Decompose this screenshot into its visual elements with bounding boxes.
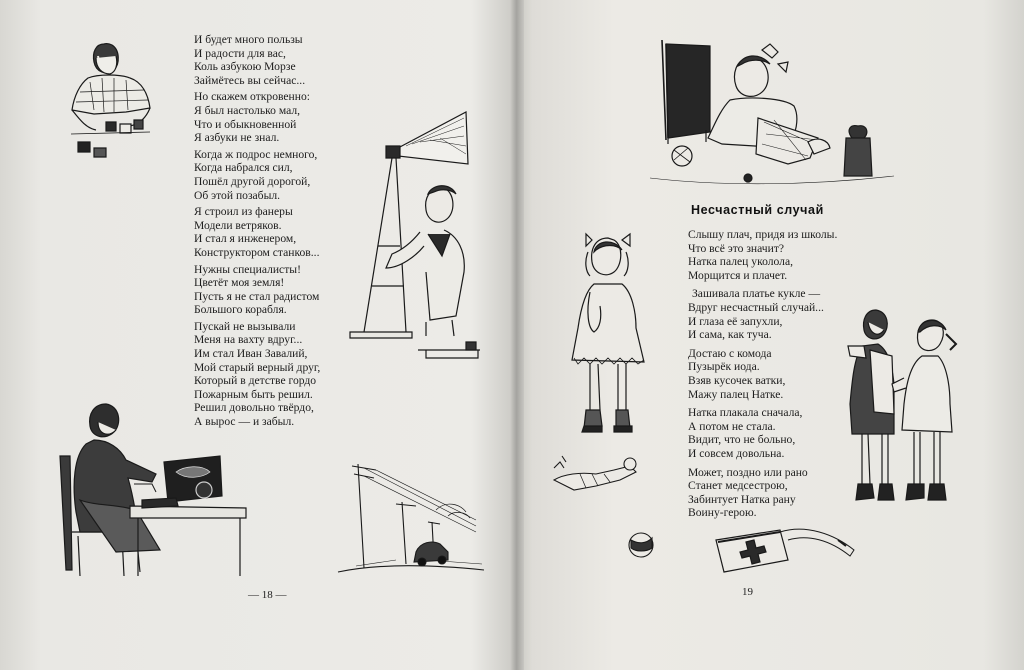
- stanza: [194, 33, 320, 87]
- poem-line: Который в детстве гордо: [194, 374, 317, 388]
- poem-line: Может, поздно или рано: [688, 465, 808, 479]
- two-girls-illustration: [848, 304, 960, 510]
- poem-line: Об этой позабыл.: [194, 188, 281, 202]
- poem-line: Пускай не вызывали: [194, 319, 296, 333]
- poem-line: Займётесь вы сейчас...: [194, 73, 306, 87]
- poem-line: Мой старый верный друг,: [194, 360, 321, 374]
- poem-line: Пожарным быть решил.: [194, 387, 313, 401]
- poem-line: Что и обыкновенной: [194, 117, 297, 131]
- poem-line: Пусть я не стал радистом: [194, 289, 320, 303]
- poem-line: Натка палец уколола,: [688, 255, 794, 269]
- boy-with-blocks-illustration: [66, 38, 156, 168]
- poem-line: Натка плакала сначала,: [688, 406, 803, 420]
- poem-line: Зашивала платье кукле —: [692, 287, 821, 301]
- stanza: [194, 90, 320, 144]
- poem-line: Большого корабля.: [194, 303, 287, 317]
- poem-line: Воину-герою.: [688, 506, 757, 520]
- stanza: [688, 287, 837, 341]
- poem-line: Нужны специалисты!: [194, 262, 301, 276]
- girl-with-doll-illustration: [638, 40, 900, 190]
- poem-line: Забинтует Натка рану: [688, 492, 796, 506]
- poem-title: Несчастный случай: [691, 203, 824, 217]
- poem-line: Когда набрался сил,: [194, 161, 293, 175]
- crying-girl-illustration: [570, 232, 650, 448]
- poem-line: И сама, как туча.: [688, 328, 772, 342]
- stanza: [688, 466, 837, 520]
- poem-line: И глаза её запухли,: [688, 314, 783, 328]
- left-poem: [194, 33, 320, 429]
- stanza: [194, 263, 320, 317]
- poem-line: Меня на вахту вдруг...: [194, 333, 303, 347]
- stanza: [688, 228, 837, 282]
- boy-with-windmill-illustration: [346, 106, 486, 368]
- poem-line: Пошёл другой дорогой,: [194, 174, 311, 188]
- poem-line: Коль азбукою Морзе: [194, 60, 296, 74]
- right-page: [520, 0, 1024, 670]
- poem-line: Решил довольно твёрдо,: [194, 401, 314, 415]
- poem-line: Модели ветряков.: [194, 218, 282, 232]
- poem-line: Достаю с комода: [688, 346, 772, 360]
- poem-line: Я азбуки не знал.: [194, 131, 280, 145]
- poem-line: Я был настолько мал,: [194, 103, 301, 117]
- poem-line: Что всё это значит?: [688, 241, 785, 255]
- poem-line: И будет много пользы: [194, 33, 303, 46]
- ball-illustration: [626, 530, 656, 560]
- poem-line: Им стал Иван Завалий,: [194, 347, 308, 361]
- poem-line: Я строил из фанеры: [194, 205, 293, 219]
- first-aid-bag-illustration: [710, 520, 860, 576]
- broken-doll-illustration: [550, 452, 640, 496]
- page-number-left: — 18 —: [248, 589, 287, 601]
- stanza: [688, 347, 837, 401]
- poem-line: Когда ж подрос немного,: [194, 147, 318, 161]
- poem-line: И радости для вас,: [194, 46, 286, 60]
- poem-line: Но скажем откровенно:: [194, 90, 310, 104]
- stanza: [688, 406, 837, 460]
- poem-line: Пузырёк иода.: [688, 360, 760, 374]
- stanza: [194, 148, 320, 202]
- poem-line: Видит, что не больно,: [688, 433, 796, 447]
- telegraph-poles-car-illustration: [336, 460, 486, 582]
- poem-line: И стал я инженером,: [194, 232, 297, 246]
- poem-line: Слышу плач, придя из школы.: [688, 228, 838, 241]
- poem-line: Цветёт моя земля!: [194, 276, 285, 290]
- poem-line: Конструктором станков...: [194, 245, 320, 259]
- poem-line: Вдруг несчастный случай...: [688, 300, 824, 314]
- poem-line: Мажу палец Натке.: [688, 387, 784, 401]
- woman-at-telegraph-illustration: [56, 400, 252, 578]
- page-number-right: 19: [742, 586, 753, 598]
- poem-line: А потом не стала.: [688, 419, 776, 433]
- poem-line: Станет медсестрою,: [688, 479, 788, 493]
- poem-line: Взяв кусочек ватки,: [688, 373, 786, 387]
- right-poem: [688, 228, 837, 520]
- poem-line: И совсем довольна.: [688, 446, 785, 460]
- poem-line: А вырос — и забыл.: [194, 415, 295, 429]
- stanza: [194, 205, 320, 259]
- poem-line: Морщится и плачет.: [688, 268, 788, 282]
